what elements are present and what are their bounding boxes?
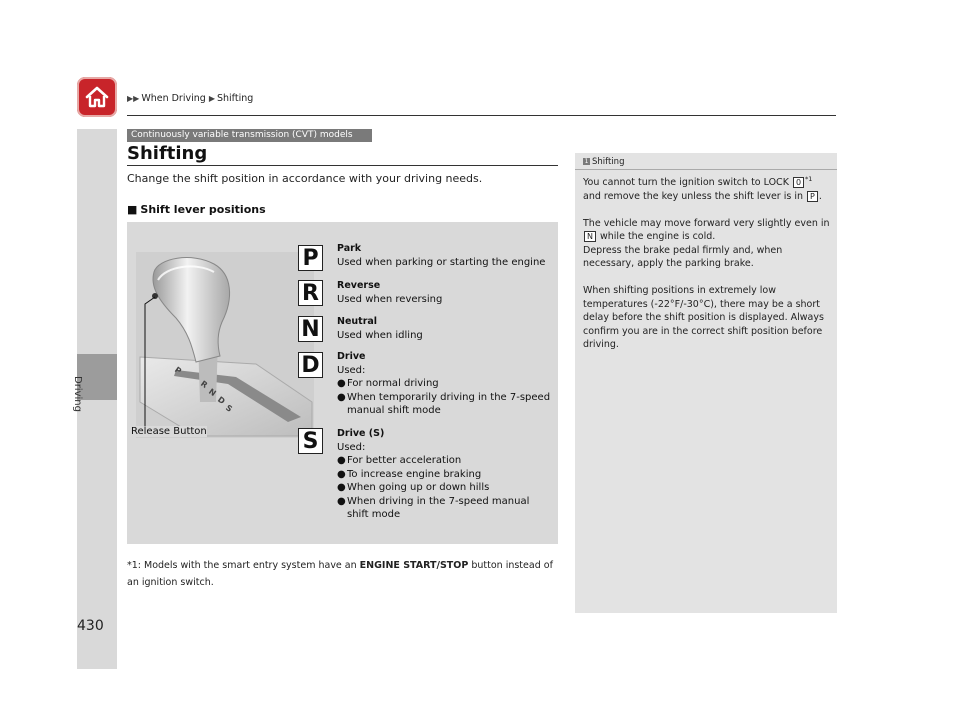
subsection-title: Shift lever positions [140, 203, 266, 216]
note-paragraph: The vehicle may move forward very slightly even in N while the engine is cold. Depress the brake pedal firmly and, when necessary, apply the parking brake. [583, 217, 830, 269]
gate-letter-p: P [172, 365, 183, 376]
position-text-drive [337, 350, 552, 418]
gate-letter-d: D [216, 394, 227, 407]
home-icon [83, 83, 111, 111]
bullet-icon: ● [337, 495, 346, 507]
key-symbol-park: P [807, 191, 818, 202]
position-badge-d: D [298, 352, 323, 378]
gate-letter-r: R [198, 379, 210, 390]
position-badge-p: P [298, 245, 323, 271]
header-divider [127, 115, 836, 116]
bullet-icon: ● [337, 391, 346, 403]
position-desc: Used when idling [337, 329, 423, 341]
note-body [583, 173, 833, 365]
position-text-park [337, 242, 552, 269]
note-panel [575, 153, 837, 613]
position-desc: Used when reversing [337, 293, 443, 305]
position-name: Neutral [337, 316, 378, 327]
bullet-item: ● When going up or down hills [337, 482, 490, 493]
position-desc: Used: [337, 441, 366, 453]
page-title: Shifting [127, 143, 208, 164]
position-name: Reverse [337, 280, 381, 291]
key-symbol-neutral: N [584, 231, 596, 242]
breadcrumb [127, 93, 253, 104]
title-divider [127, 165, 558, 166]
model-tag: Continuously variable transmission (CVT) models [127, 129, 372, 142]
note-paragraph: When shifting positions in extremely low temperatures (-22°F/-30°C), there may be a short delay before the shift position is displayed. Always confirm you are in the correct shift position before driving. [583, 285, 824, 350]
release-button-label: Release Button [131, 426, 207, 437]
bullet-item: ● For normal driving [337, 378, 439, 389]
position-name: Park [337, 243, 362, 254]
section-square-icon: ■ [127, 203, 138, 216]
position-badge-r: R [298, 280, 323, 306]
bullet-item: ● To increase engine braking [337, 468, 482, 480]
bullet-icon: ● [337, 378, 346, 389]
intro-text: Change the shift position in accordance with your driving needs. [127, 172, 483, 185]
bullet-icon: ● [337, 468, 346, 480]
position-desc: Used: [337, 364, 366, 376]
sidebar-label: Driving [72, 376, 83, 412]
sidebar-tab-driving[interactable] [77, 354, 117, 400]
position-text-reverse [337, 279, 552, 306]
page-number: 430 [77, 618, 104, 634]
gate-letter-n: N [207, 386, 218, 399]
note-paragraph: You cannot turn the ignition switch to LOCK 0 $^{*1}$ and remove the key unless the shift lever is in P . [583, 175, 822, 202]
bullet-item: ● For better acceleration [337, 455, 462, 466]
chapter-sidebar [77, 129, 117, 669]
shift-lever-figure [127, 222, 558, 544]
position-text-drive-s [337, 427, 552, 522]
bullet-item: ● When temporarily driving in the 7-speed manual shift mode [337, 391, 551, 416]
bullet-item: ● When driving in the 7-speed manual shift mode [337, 495, 530, 520]
note-divider [575, 169, 837, 170]
breadcrumb-item-when-driving[interactable]: When Driving [141, 93, 206, 104]
footnote-ref[interactable]: *1 [805, 175, 813, 183]
bullet-icon: ● [337, 482, 346, 493]
bullet-icon: ● [337, 455, 346, 466]
note-marker-icon: 1 [584, 158, 589, 165]
release-callout-line [127, 222, 187, 437]
footnote: *1: Models with the smart entry system have an ENGINE START/STOP button instead of an ignition switch. [127, 560, 553, 588]
engine-start-stop-term: ENGINE START/STOP [359, 560, 469, 571]
position-badge-n: N [298, 316, 323, 342]
position-name: Drive [337, 351, 366, 362]
breadcrumb-arrow-icon: ▶ [208, 94, 215, 103]
gate-letter-s: S [223, 403, 234, 414]
key-symbol-lock: 0 [793, 177, 804, 188]
gate-letters [172, 362, 272, 422]
position-name: Drive (S) [337, 428, 385, 439]
position-text-neutral [337, 315, 552, 342]
position-desc: Used when parking or starting the engine [337, 256, 546, 268]
note-heading: 1 Shifting [584, 157, 625, 167]
position-badge-s: S [298, 428, 323, 454]
breadcrumb-item-shifting[interactable]: Shifting [216, 93, 254, 104]
home-button[interactable] [77, 77, 117, 117]
breadcrumb-arrow-icon: ▶▶ [127, 94, 140, 103]
subsection-heading [127, 203, 266, 216]
